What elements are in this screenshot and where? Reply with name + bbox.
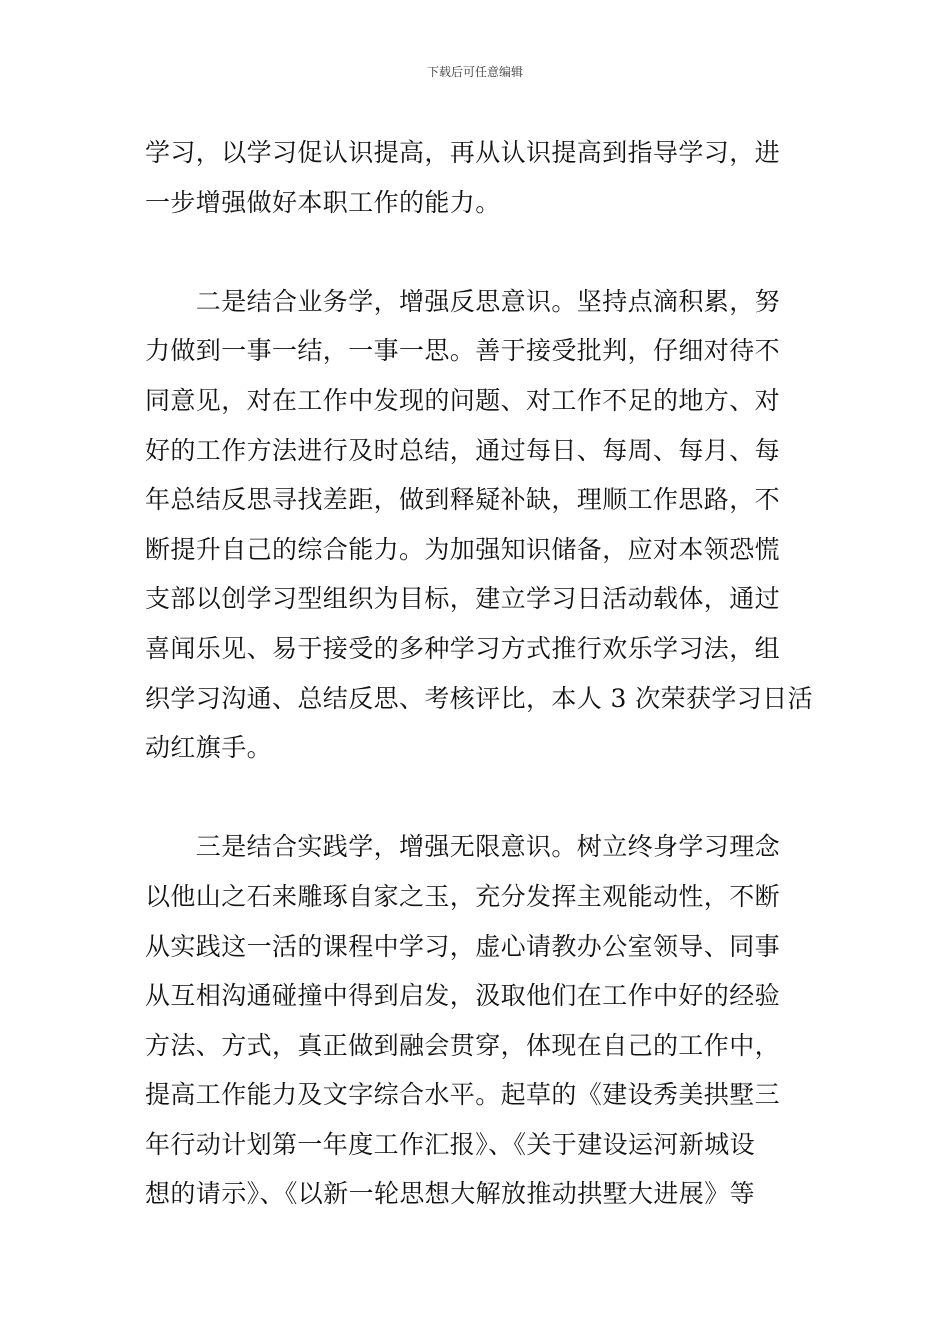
text-line: 想的请示》、《以新一轮思想大解放推动拱墅大进展》等 — [145, 1179, 756, 1209]
text-line: 学习，以学习促认识提高，再从认识提高到指导学习，进 — [145, 138, 781, 167]
text-line: 从互相沟通碰撞中得到启发，汲取他们在工作中好的经验 — [145, 981, 781, 1011]
text-line: 以他山之石来雕琢自家之玉，充分发挥主观能动性，不断 — [145, 881, 781, 911]
text-line: 力做到一事一结，一事一思。善于接受批判，仔细对待不 — [145, 336, 781, 366]
text-line: 二是结合业务学，增强反思意识。坚持点滴积累，努 — [145, 286, 781, 316]
text-line: 好的工作方法进行及时总结，通过每日、每周、每月、每 — [145, 435, 781, 465]
paragraph-gap — [145, 773, 825, 823]
page-header: 下载后可任意编辑 — [426, 65, 523, 79]
text-line: 喜闻乐见、易于接受的多种学习方式推行欢乐学习法，组 — [145, 633, 781, 663]
text-line: 三是结合实践学，增强无限意识。树立终身学习理念 — [145, 832, 781, 862]
paragraph-2 — [145, 277, 825, 773]
paragraph-1 — [145, 128, 825, 227]
text-line: 一步增强做好本职工作的能力。 — [145, 187, 501, 217]
paragraph-3 — [145, 822, 825, 1219]
text-line: 动红旗手。 — [145, 733, 273, 763]
paragraph-gap — [145, 227, 825, 277]
text-line: 断提升自己的综合能力。为加强知识储备，应对本领恐慌 — [145, 534, 781, 564]
text-line: 年行动计划第一年度工作汇报》、《关于建设运河新城设 — [145, 1129, 756, 1159]
text-line: 年总结反思寻找差距，做到释疑补缺，理顺工作思路，不 — [145, 485, 781, 515]
text-line: 支部以创学习型组织为目标，建立学习日活动载体，通过 — [145, 584, 781, 614]
text-line: 从实践这一活的课程中学习，虚心请教办公室领导、同事 — [145, 931, 781, 961]
document-body — [145, 128, 825, 1219]
text-line: 同意见，对在工作中发现的问题、对工作不足的地方、对 — [145, 385, 781, 415]
text-line: 方法、方式，真正做到融会贯穿，体现在自己的工作中， — [145, 1030, 781, 1060]
text-line: 织学习沟通、总结反思、考核评比，本人 3 次荣获学习日活 — [145, 683, 814, 713]
text-line: 提高工作能力及文字综合水平。起草的《建设秀美拱墅三 — [145, 1080, 781, 1110]
